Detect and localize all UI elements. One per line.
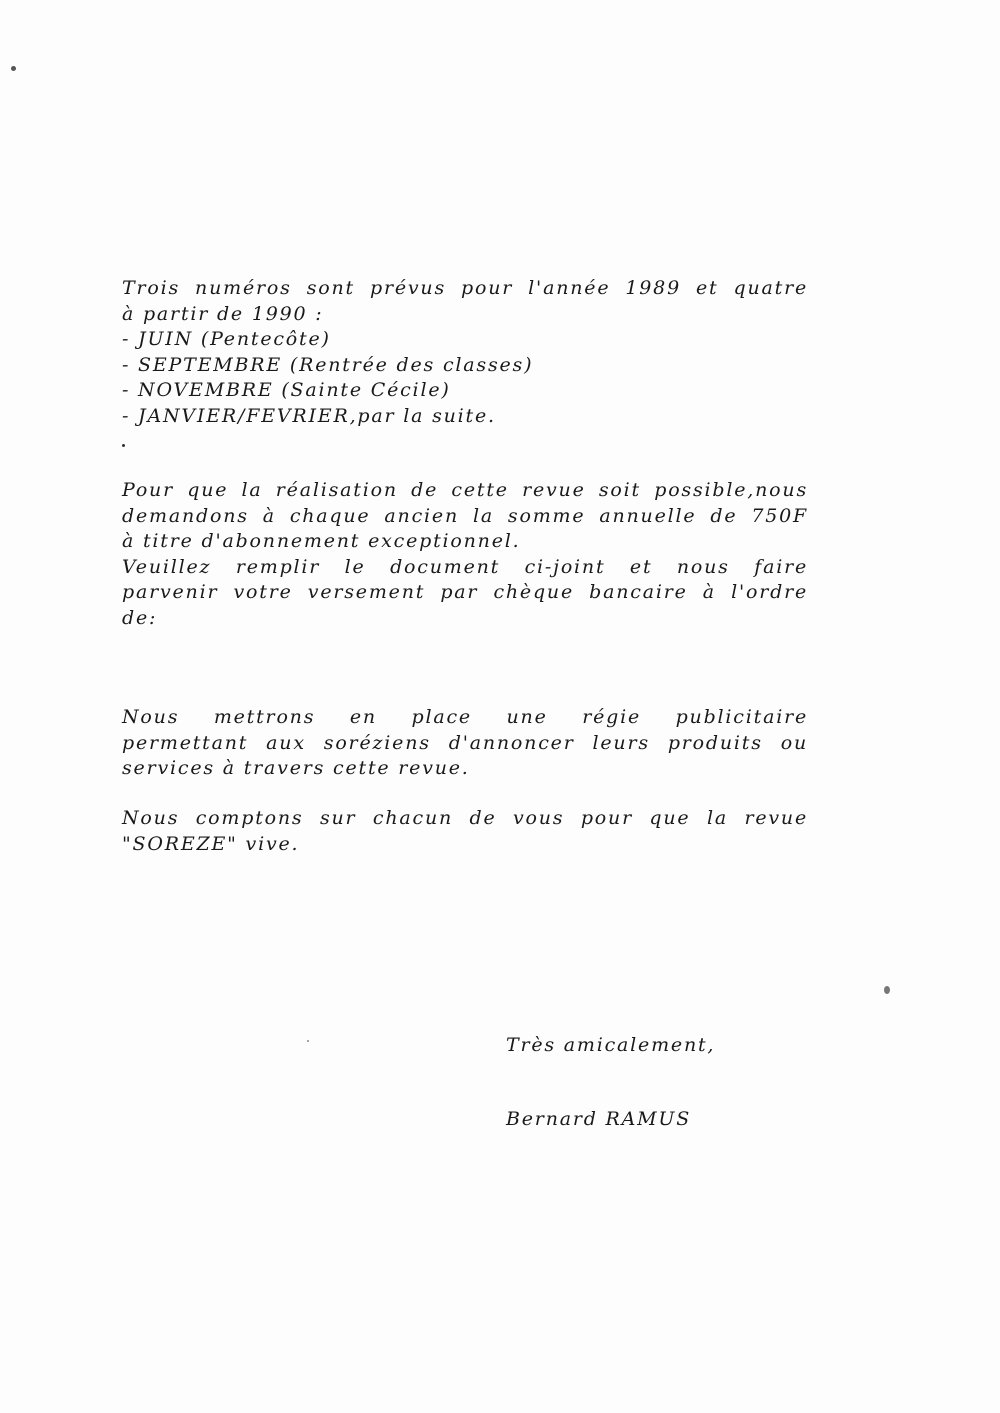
- paragraph-line: permettant aux soréziens d'annoncer leurs produits ou: [122, 731, 808, 754]
- paragraph-line: de:: [122, 606, 158, 629]
- paragraph-line: à titre d'abonnement exceptionnel.: [122, 530, 521, 552]
- salutation: Très amicalement,: [506, 1034, 716, 1056]
- subscription-paragraph: [122, 478, 808, 631]
- paragraph-line: Pour que la réalisation de cette revue soit possible,nous: [122, 479, 808, 501]
- paragraph-line: "SOREZE" vive.: [122, 832, 300, 855]
- list-item-january-february: - JANVIER/FEVRIER,par la suite.: [122, 404, 496, 427]
- scan-speck: [11, 66, 16, 71]
- paragraph-line: parvenir votre versement par chèque bancaire à l'ordre: [122, 581, 808, 603]
- paragraph-line: Nous comptons sur chacun de vous pour que la revue: [122, 807, 808, 829]
- scan-speck: [884, 986, 890, 994]
- scan-speck: [122, 444, 125, 447]
- paragraph-line: Veuillez remplir le document ci-joint et nous faire: [122, 555, 808, 578]
- paragraph-line: Nous mettrons en place une régie publicitaire: [122, 706, 808, 728]
- issues-schedule-paragraph: [122, 276, 808, 429]
- paragraph-line: demandons à chaque ancien la somme annuelle de 750F: [122, 504, 808, 527]
- paragraph-line: Trois numéros sont prévus pour l'année 1989 et quatre: [122, 277, 808, 299]
- scan-speck: [307, 1040, 309, 1042]
- signature: Bernard RAMUS: [506, 1108, 692, 1130]
- closing-paragraph: [122, 806, 808, 857]
- list-item-september: - SEPTEMBRE (Rentrée des classes): [122, 353, 534, 376]
- paragraph-line: à partir de 1990 :: [122, 302, 324, 325]
- list-item-november: - NOVEMBRE (Sainte Cécile): [122, 379, 451, 401]
- list-item-june: - JUIN (Pentecôte): [122, 328, 331, 350]
- paragraph-line: services à travers cette revue.: [122, 757, 470, 779]
- advertising-paragraph: [122, 705, 808, 782]
